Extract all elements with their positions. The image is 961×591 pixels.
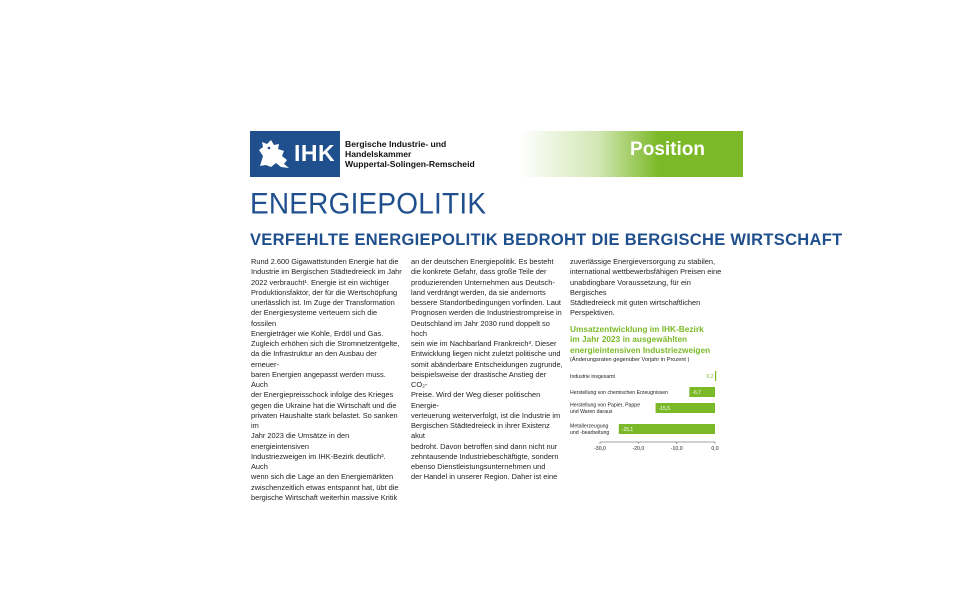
chart-subtitle: (Änderungsraten gegenüber Vorjahr in Prozent ) [570,357,690,363]
position-banner [520,131,743,177]
org-line-1: Bergische Industrie- und Handelskammer [345,139,447,159]
text-line: bergische Wirtschaft weiterhin massive Kritik [251,492,398,502]
text-line: Produktionsfaktor, der für die Wertschöpfung [251,287,398,297]
text-line: gegen die Ukraine hat die Wirtschaft und die [251,400,397,410]
text-line: Deutschland im Jahr 2030 rund doppelt so hoch [411,318,550,338]
text-line: bedroht. Davon betroffen sind dann nicht nur [411,441,558,451]
text-line: der Energiepreisschock infolge des Krieges [251,390,394,400]
text-line: 2022 verbraucht¹. Energie ist ein wichtiger [251,277,390,287]
text-line: beispielsweise der drastische Anstieg der CO₂- [411,369,547,389]
text-line: Zugleich erhöhen sich die Stromnetzentgelte, [251,339,400,348]
text-line: der Energiesysteme verteuern sich die fossilen [251,308,378,328]
data-label: -6,7 [692,389,701,396]
chart-title-line: Umsatzentwicklung im IHK-Bezirk [570,324,704,334]
text-line: Energieträger wie Kohle, Erdöl und Gas. [251,328,384,338]
text-line: produzierenden Unternehmen aus Deutsch- [411,277,555,287]
text-line: die konkrete Gefahr, dass große Teile der [411,267,547,277]
text-line: Industriezweigen im IHK-Bezirk deutlich². Auch [251,451,386,471]
chart-title [570,324,740,355]
text-line: land verdrängt werden, da sie andernorts [411,287,546,297]
text-line: der Handel in unserer Region. Daher ist eine [411,472,558,482]
category-label: Metallerzeugung [570,423,609,430]
text-line: baren Energien angepasst werden muss. Auch [251,369,386,389]
text-line: zwischenzeitlich etwas entspannt hat, übt die [251,482,399,492]
text-line: privaten Haushalte stark belastet. So sanken im [251,410,398,430]
category-label: Industrie insgesamt [570,373,615,380]
text-column-2 [411,257,563,483]
x-tick-label: -10,0 [670,446,683,452]
category-label: Herstellung von Papier, Pappe [570,402,641,409]
category-label: und Waren daraus [570,408,613,415]
page-subtitle: VERFEHLTE ENERGIEPOLITIK BEDROHT DIE BERGISCHE WIRTSCHAFT [250,231,843,249]
text-line: zehntausende Industriebeschäftigte, sondern [411,451,559,461]
chart-title-line: energieintensiven Industriezweigen [570,344,711,355]
x-tick-label: -30,0 [594,446,606,452]
data-label: 0,2 [706,373,714,380]
data-label: -15,5 [658,405,670,412]
text-line: Industrie im Bergischen Städtedreieck im Jahr [251,267,402,277]
chart-title-line: im Jahr 2023 in ausgewählten [570,334,688,345]
org-line-2: Wuppertal-Solingen-Remscheid [345,159,475,169]
text-line: unabdingbare Voraussetzung, für ein Bergisches [570,277,691,297]
text-line: bessere Standortbedingungen vorfinden. Laut [411,298,561,307]
text-line: Entwicklung liegen nicht zuletzt politische und [411,349,561,359]
ihk-logo [250,131,340,177]
data-label: -25,1 [621,426,634,433]
text-line: Bergischen Städtedreieck in ihrer Existenz akut [411,421,550,441]
page-title: ENERGIEPOLITIK [250,187,487,220]
category-label: Herstellung von chemischen Erzeugnissen [570,389,669,396]
text-line: somit abänderbare Entscheidungen zugrunde, [411,359,563,369]
x-tick-label: 0,0 [711,446,719,452]
text-line: an der deutschen Energiepolitik. Es besteht [411,257,554,266]
banner-label: Position [630,139,705,160]
text-line: Jahr 2023 die Umsätze in den energieintensiven [251,431,350,451]
text-line: Preise. Wird der Weg dieser politischen Energie- [411,390,541,410]
text-line: da die Infrastruktur an den Ausbau der erneuer- [251,349,377,369]
text-line: ebenso Dienstleistungsunternehmen und [411,462,546,471]
text-line: Prognosen werden die Industriestrompreise in [411,308,562,318]
x-tick-label: -20,0 [632,446,645,452]
text-column-3 [570,257,725,319]
text-line: wenn sich die Lage an den Energiemärkten [251,472,394,482]
text-column-1 [251,257,403,503]
bar-chart [565,365,735,455]
text-line: unerlässlich ist. Im Zuge der Transformation [251,298,395,307]
organization-name [345,139,505,169]
text-line: verteuerung weiterverfolgt, ist die Industrie im [411,410,561,420]
logo-text: IHK [294,140,336,166]
chart-bar [715,371,716,381]
lion-icon [254,136,294,172]
text-line: international wettbewerbsfähigen Preisen eine [570,267,722,277]
text-line: sein wie im Nachbarland Frankreich³. Dieser [411,339,557,348]
text-line: zuverlässige Energieversorgung zu stabilen, [570,257,716,266]
chart-bar [619,424,715,434]
text-line: Städtedreieck mit guten wirtschaftlichen [570,298,701,307]
text-line: Rund 2.600 Gigawattstunden Energie hat die [251,257,399,266]
text-line: Perspektiven. [570,308,615,318]
category-label: und -bearbeitung [570,429,610,436]
